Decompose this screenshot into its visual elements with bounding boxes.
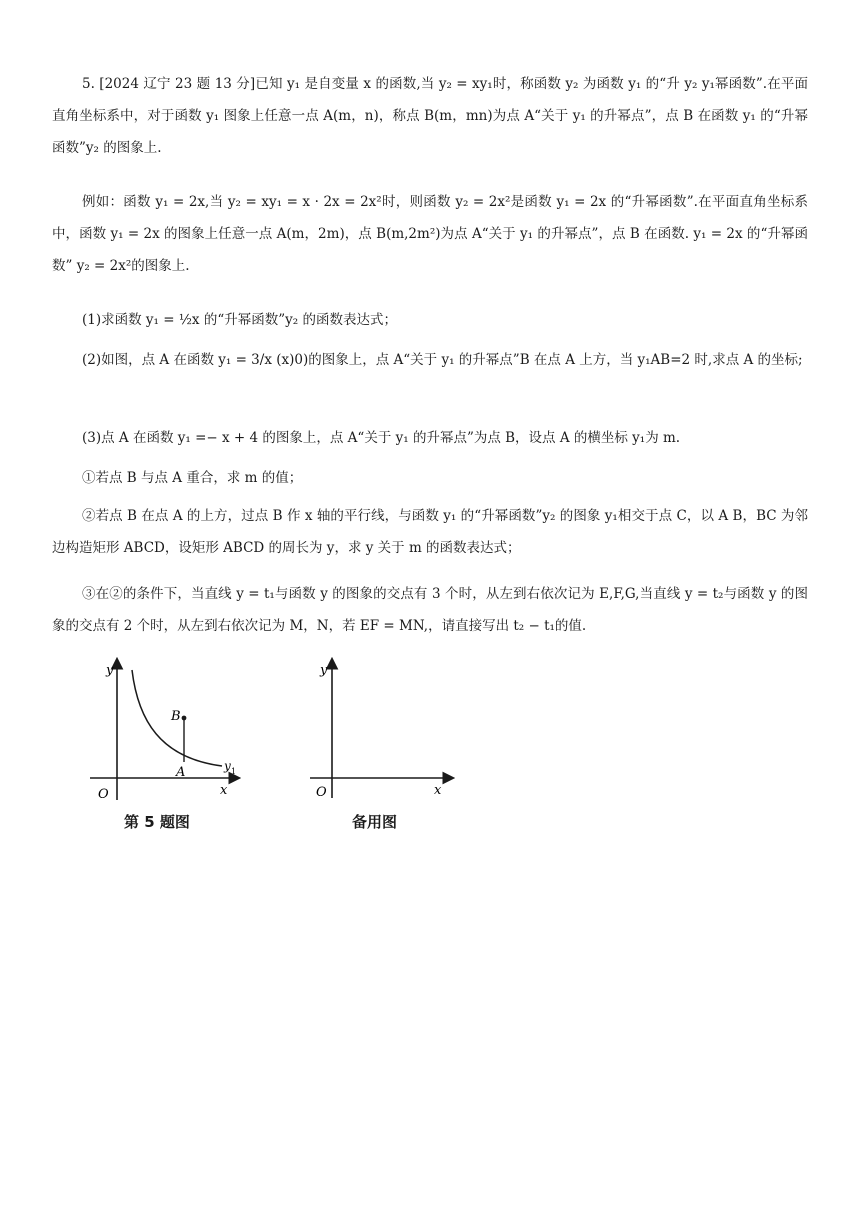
question-1: (1)求函数 y₁ = ½x 的“升幂函数”y₂ 的函数表达式； [82,312,397,328]
question-3-part-2: ②若点 B 在点 A 的上方，过点 B 作 x 轴的平行线，与函数 y₁ 的“升幂函数”y₂ 的图象 y₁相交于点 C，以 A B，BC 为邻边构造矩形 ABCD，设矩形 ABCD 的周长为 y，求 y 关于 m 的函数表达式； [52,508,808,556]
problem-example: 例如：函数 y₁ = 2x,当 y₂ = xy₁ = x · 2x = 2x²时，则函数 y₂ = 2x²是函数 y₁ = 2x 的“升幂函数”.在平面直角坐标系中，函数 y₁ = 2x 的图象上任意一点 A(m，2m)，点 B(m,2m²)为点 A“关于 y₁ 的升幂点”，点 B 在函数. y₁ = 2x 的“升幂函数” y₂ = 2x²的图象上. [52,194,808,274]
x-axis-label: x [220,783,228,798]
question-3-part-3: ③在②的条件下，当直线 y = t₁与函数 y 的图象的交点有 3 个时，从左到右依次记为 E,F,G,当直线 y = t₂与函数 y 的图象的交点有 2 个时，从左到右依次记为 M，N，若 EF = MN,，请直接写出 t₂ − t₁的值. [52,586,808,634]
question-2: (2)如图，点 A 在函数 y₁ = 3/x (x)0)的图象上，点 A“关于 y₁ 的升幂点”B 在点 A 上方，当 y₁AB=2 时,求点 A 的坐标; [82,352,803,368]
origin-label: O [98,787,109,802]
figure-1-caption: 第 5 题图 [124,813,190,831]
curve-label: y [224,759,231,773]
figure-2-caption: 备用图 [352,813,398,831]
curve-label-subscript: 1 [231,767,237,776]
figure-problem-5 [80,650,260,810]
figure-backup [300,650,460,810]
y-axis-label: y [106,663,114,678]
problem-intro: 5. [2024 辽宁 23 题 13 分]已知 y₁ 是自变量 x 的函数,当 y₂ = xy₁时，称函数 y₂ 为函数 y₁ 的“升 y₂ y₁幂函数”.在平面直角坐标系中，对于函数 y₁ 图象上任意一点 A(m，n)，称点 B(m，mn)为点 A“关于 y₁ 的升幂点”，点 B 在函数 y₁ 的“升幂函数”y₂ 的图象上. [52,76,808,156]
point-b-label: B [171,709,181,724]
x-axis-label: x [434,783,442,798]
question-3-part-1: ①若点 B 与点 A 重合，求 m 的值； [82,470,303,486]
y-axis-label: y [320,663,328,678]
point-b [182,716,187,721]
point-a-label: A [176,765,186,780]
question-3: (3)点 A 在函数 y₁ =− x + 4 的图象上，点 A“关于 y₁ 的升幂点”为点 B，设点 A 的横坐标 y₁为 m. [82,430,681,446]
origin-label: O [316,785,327,800]
